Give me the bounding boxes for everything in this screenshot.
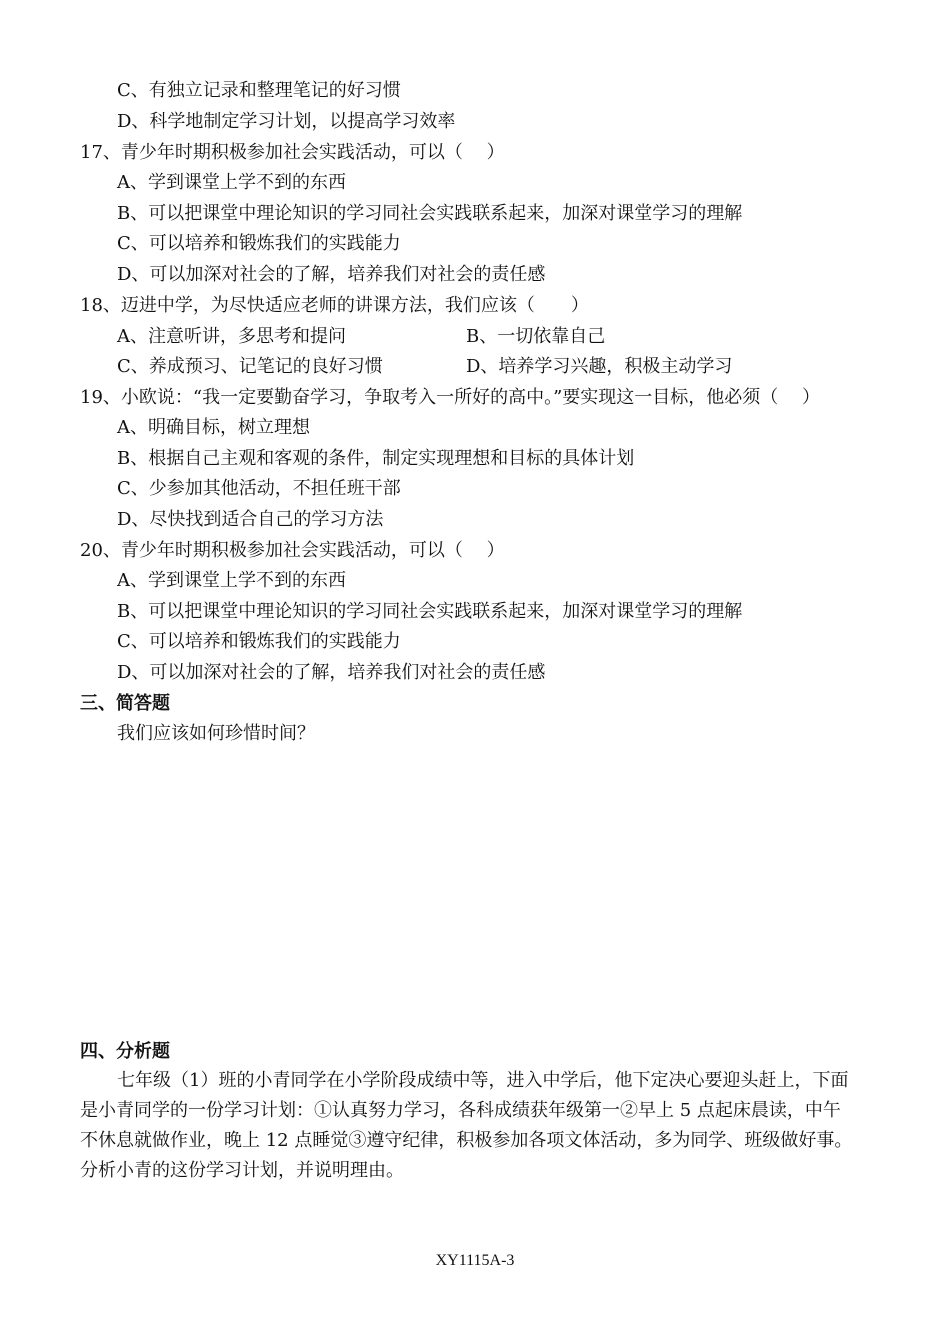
section4-line-3: 不休息就做作业，晚上 12 点睡觉③遵守纪律，积极参加各项文体活动，多为同学、班级做好事。: [80, 1130, 853, 1151]
q20-option-c: C、可以培养和锻炼我们的实践能力: [117, 631, 401, 652]
q19-option-c: C、少参加其他活动，不担任班干部: [117, 478, 401, 499]
page-footer: XY1115A-3: [435, 1252, 515, 1269]
q20-option-a: A、学到课堂上学不到的东西: [117, 570, 346, 591]
section4-line-2: 是小青同学的一份学习计划：①认真努力学习，各科成绩获年级第一②早上 5 点起床晨读，中午: [80, 1100, 841, 1121]
section3-heading: 三、简答题: [80, 693, 170, 714]
section4-line-1: 七年级（1）班的小青同学在小学阶段成绩中等，进入中学后，他下定决心要迎头赶上，下面: [117, 1070, 849, 1091]
q17-option-b: B、可以把课堂中理论知识的学习同社会实践联系起来，加深对课堂学习的理解: [117, 203, 743, 224]
q20-option-d: D、可以加深对社会的了解，培养我们对社会的责任感: [117, 662, 546, 683]
q18-option-c: C、养成预习、记笔记的良好习惯: [117, 356, 383, 377]
section4-heading: 四、分析题: [80, 1041, 170, 1062]
q19-option-d: D、尽快找到适合自己的学习方法: [117, 509, 384, 530]
q17-option-d: D、可以加深对社会的了解，培养我们对社会的责任感: [117, 264, 546, 285]
section3-question: 我们应该如何珍惜时间？: [117, 723, 315, 744]
q17-option-c: C、可以培养和锻炼我们的实践能力: [117, 233, 401, 254]
q20-stem: 20、青少年时期积极参加社会实践活动，可以（ ）: [80, 540, 505, 561]
q18-option-d: D、培养学习兴趣，积极主动学习: [466, 356, 733, 377]
q18-stem: 18、迈进中学，为尽快适应老师的讲课方法，我们应该（ ）: [80, 295, 589, 316]
q19-option-b: B、根据自己主观和客观的条件，制定实现理想和目标的具体计划: [117, 448, 635, 469]
q18-option-a: A、注意听讲，多思考和提问: [117, 326, 346, 347]
q20-option-b: B、可以把课堂中理论知识的学习同社会实践联系起来，加深对课堂学习的理解: [117, 601, 743, 622]
section4-line-4: 分析小青的这份学习计划，并说明理由。: [80, 1160, 404, 1181]
q19-stem: 19、小欧说：“我一定要勤奋学习，争取考入一所好的高中。”要实现这一目标，他必须（ ）: [80, 387, 821, 408]
q17-option-a: A、学到课堂上学不到的东西: [117, 172, 346, 193]
q16-option-c: C、有独立记录和整理笔记的好习惯: [117, 80, 401, 101]
q17-stem: 17、青少年时期积极参加社会实践活动，可以（ ）: [80, 142, 505, 163]
q18-option-b: B、一切依靠自己: [466, 326, 606, 347]
q16-option-d: D、科学地制定学习计划，以提高学习效率: [117, 111, 456, 132]
q19-option-a: A、明确目标，树立理想: [117, 417, 310, 438]
